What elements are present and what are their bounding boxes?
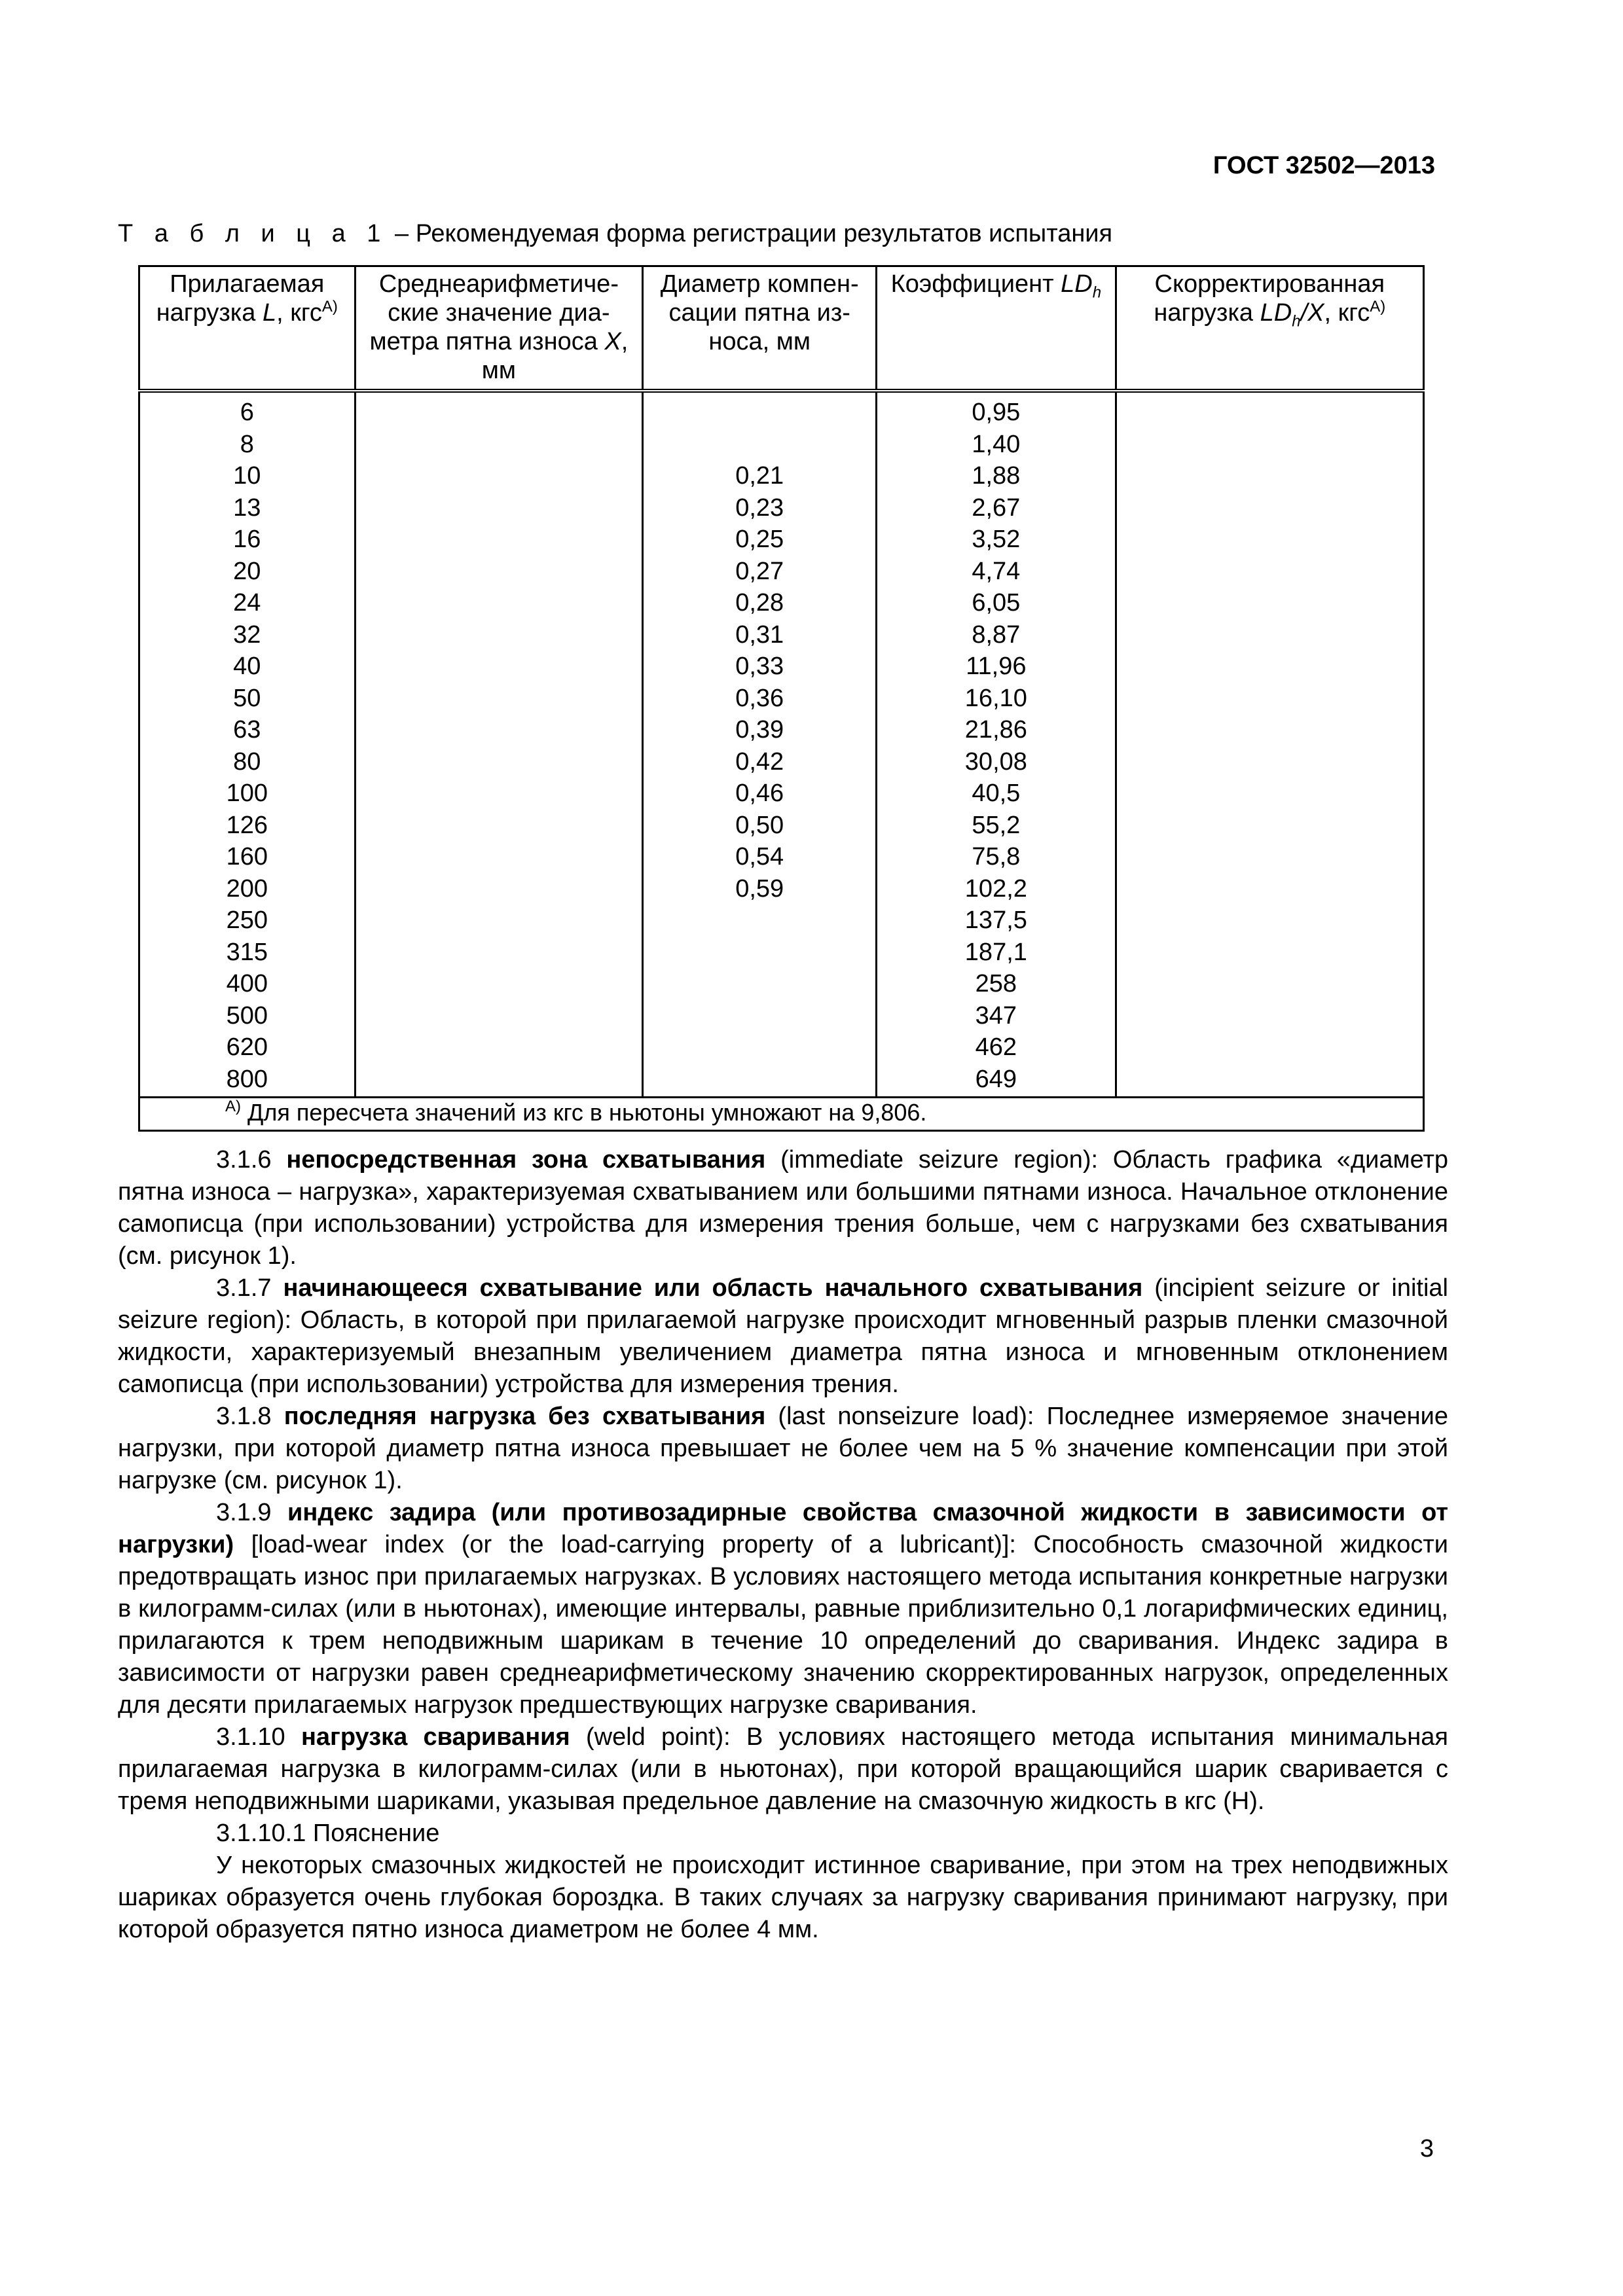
column-mean-diameter	[355, 391, 643, 1098]
applied-load-cell: 13	[233, 493, 261, 522]
header-mean-diameter: Среднеарифметиче- ские значение диа- метра пятна износа X, мм	[355, 266, 643, 391]
applied-load-cell: 32	[233, 620, 261, 649]
applied-load-cell: 126	[226, 811, 268, 839]
applied-load-cell: 200	[226, 874, 268, 903]
applied-load-cell: 100	[226, 780, 268, 807]
results-table	[138, 265, 1425, 1132]
compensation-diameter-cell: 0,28	[735, 589, 784, 617]
table-caption	[118, 220, 1112, 248]
coefficient-cell: 3,52	[972, 526, 1021, 553]
column-corrected-load	[1116, 391, 1423, 1098]
applied-load-cell: 160	[226, 843, 268, 870]
clause-3-1-7: 3.1.7 начинающееся схватывание или область начального схватывания (incipient seizure or initial seizure region): Область, в которой при прилагаемой нагрузке происходит мгновенный разрыв пленки смазочной жидкости, характеризуемый внезапным увеличением диаметра пятна износа и мгновенным отклонением самописца (при использовании) устройства для измерения трения.	[118, 1274, 1448, 1398]
coefficient-cell: 462	[975, 1033, 1017, 1061]
header-applied-load: Прилагаемая нагрузка L, кгс$^{А)}$	[139, 266, 356, 391]
header-coefficient: Коэффициент $LD_h$	[877, 266, 1116, 391]
compensation-diameter-cell: 0,39	[735, 716, 784, 744]
clause-3-1-10: 3.1.10 нагрузка сваривания (weld point): В условиях настоящего метода испытания минимальная прилагаемая нагрузка в килограмм-силах (или в ньютонах), при которой вращающийся шарик сваривается с тремя неподвижными шариками, указывая предельное давление на смазочную жидкость в кгс (Н).	[118, 1723, 1448, 1815]
table-caption-text: – Рекомендуемая форма регистрации результатов испытания	[388, 220, 1113, 247]
applied-load-cell: 400	[226, 970, 268, 997]
applied-load-cell: 315	[226, 938, 268, 966]
compensation-diameter-cell: 0,27	[735, 557, 784, 585]
compensation-diameter-cell: 0,36	[735, 684, 784, 712]
coefficient-cell: 8,87	[972, 620, 1021, 649]
coefficient-cell: 75,8	[972, 843, 1021, 870]
coefficient-cell: 2,67	[972, 493, 1021, 522]
coefficient-cell: 347	[975, 1001, 1017, 1030]
applied-load-cell: 40	[233, 653, 261, 680]
compensation-diameter-cell: 0,23	[735, 493, 784, 522]
compensation-diameter-cell	[644, 397, 875, 429]
applied-load-cell: 20	[233, 557, 261, 585]
table-footnote: $^{А)}$ Для пересчета значений из кгс в ньютоны умножают на 9,806.	[139, 1098, 1424, 1131]
compensation-diameter-cell: 0,42	[735, 747, 784, 776]
compensation-diameter-cell	[644, 1064, 875, 1096]
document-code: ГОСТ 32502—2013	[1213, 152, 1435, 179]
compensation-diameter-cell: 0,54	[735, 843, 784, 870]
coefficient-cell: 40,5	[972, 780, 1021, 807]
coefficient-cell: 30,08	[964, 747, 1027, 776]
coefficient-cell: 258	[975, 970, 1017, 997]
compensation-diameter-cell	[644, 1031, 875, 1064]
header-compensation-diameter: Диаметр компен- сации пятна из- носа, мм	[643, 266, 877, 391]
applied-load-cell: 80	[233, 747, 261, 776]
clause-3-1-10-1-heading: 3.1.10.1 Пояснение	[216, 1820, 440, 1847]
coefficient-cell: 102,2	[964, 874, 1027, 903]
coefficient-cell: 21,86	[964, 716, 1027, 744]
applied-load-cell: 50	[233, 684, 261, 712]
compensation-diameter-cell: 0,33	[735, 653, 784, 680]
compensation-diameter-cell: 0,46	[735, 780, 784, 807]
applied-load-cell: 800	[226, 1065, 268, 1093]
applied-load-cell: 6	[240, 399, 254, 426]
table-body-row	[139, 391, 1424, 1098]
compensation-diameter-cell	[644, 968, 875, 1000]
clause-3-1-9: 3.1.9 индекс задира (или противозадирные свойства смазочной жидкости в зависимости от нагрузки) [load-wear index (or the load-carrying property of a lubricant)]: Способность смазочной жидкости предотвращать износ при прилагаемых нагрузках. В условиях настоящего метода испытания конкретные нагрузки в килограмм-силах (или в ньютонах), имеющие интервалы, равные приблизительно 0,1 логарифмических единиц, прилагаются к трем неподвижным шарикам в течение 10 определений до сваривания. Индекс задира в зависимости от нагрузки равен среднеарифметическому значению скорректированных нагрузок, определенных для десяти прилагаемых нагрузок предшествующих нагрузке сваривания.	[118, 1499, 1448, 1719]
coefficient-cell: 649	[975, 1065, 1017, 1093]
coefficient-cell: 55,2	[972, 811, 1021, 839]
compensation-diameter-cell: 0,25	[735, 526, 784, 553]
applied-load-cell: 620	[226, 1033, 268, 1061]
compensation-diameter-cell	[644, 937, 875, 969]
body-text	[118, 1144, 1448, 1946]
compensation-diameter-cell: 0,50	[735, 811, 784, 839]
clause-3-1-6: 3.1.6 непосредственная зона схватывания (immediate seizure region): Область графика «диаметр пятна износа – нагрузка», характеризуемая схватыванием или большими пятнами износа. Начальное отклонение самописца (при использовании) устройства для измерения трения больше, чем с нагрузками без схватывания (см. рисунок 1).	[118, 1146, 1449, 1270]
compensation-diameter-cell	[644, 1000, 875, 1032]
compensation-diameter-cell	[644, 429, 875, 461]
coefficient-cell: 6,05	[972, 589, 1021, 617]
compensation-diameter-cell: 0,31	[735, 620, 784, 649]
header-corrected-load: Скорректированная нагрузка $LD_h/X$, кгс$^{А)}$	[1116, 266, 1423, 391]
applied-load-cell: 63	[233, 716, 261, 744]
compensation-diameter-cell	[644, 905, 875, 937]
applied-load-cell: 500	[226, 1001, 268, 1030]
column-compensation-diameter	[643, 391, 877, 1098]
applied-load-cell: 24	[233, 589, 261, 617]
coefficient-cell: 1,40	[972, 430, 1021, 458]
coefficient-cell: 187,1	[964, 938, 1027, 966]
applied-load-cell: 250	[226, 906, 268, 934]
table-header-row	[139, 266, 1424, 391]
coefficient-cell: 137,5	[964, 906, 1027, 934]
coefficient-cell: 1,88	[972, 462, 1021, 490]
page-number: 3	[1419, 2135, 1434, 2162]
applied-load-cell: 16	[233, 526, 261, 553]
clause-3-1-8: 3.1.8 последняя нагрузка без схватывания (last nonseizure load): Последнее измеряемое значение нагрузки, при которой диаметр пятна износа превышает не более чем на 5 % значение компенсации при этой нагрузке (см. рисунок 1).	[118, 1403, 1448, 1494]
compensation-diameter-cell: 0,21	[735, 462, 784, 490]
table-caption-prefix: Т а б л и ц а 1	[118, 220, 388, 247]
coefficient-cell: 0,95	[972, 399, 1021, 426]
column-applied-load	[139, 391, 356, 1098]
table-footnote-row	[139, 1098, 1424, 1131]
coefficient-cell: 11,96	[966, 653, 1027, 680]
coefficient-cell: 4,74	[972, 557, 1021, 585]
column-coefficient	[877, 391, 1116, 1098]
applied-load-cell: 10	[233, 462, 261, 490]
coefficient-cell: 16,10	[964, 684, 1027, 712]
compensation-diameter-cell: 0,59	[735, 874, 784, 903]
applied-load-cell: 8	[240, 430, 254, 458]
clause-3-1-10-1-text: У некоторых смазочных жидкостей не происходит истинное сваривание, при этом на трех неподвижных шариках образуется очень глубокая бороздка. В таких случаях за нагрузку сваривания принимают нагрузку, при которой образуется пятно износа диаметром не более 4 мм.	[118, 1852, 1448, 1943]
